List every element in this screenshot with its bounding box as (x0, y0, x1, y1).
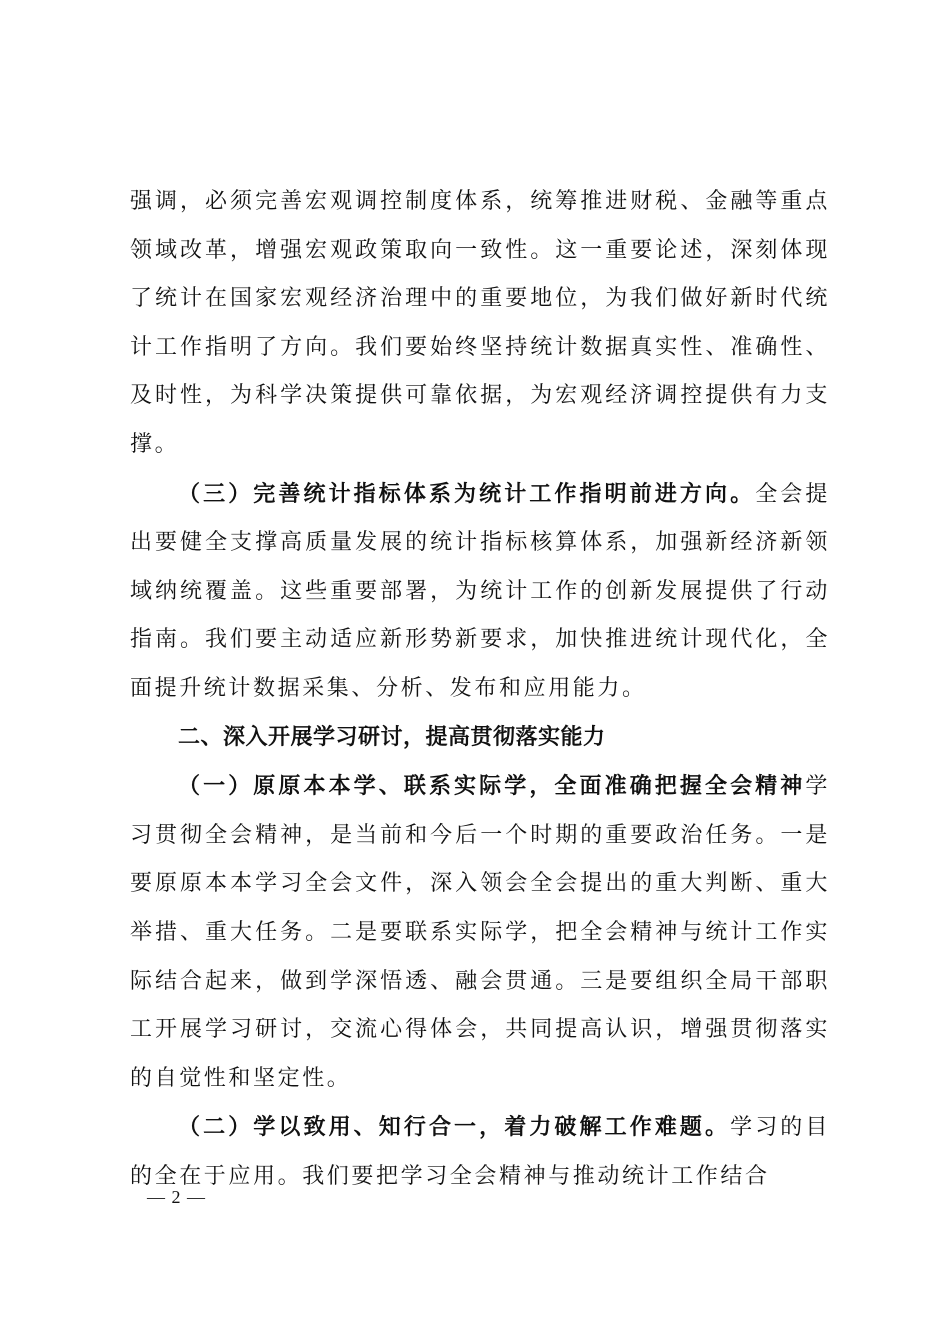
paragraph-study-original (130, 762, 830, 1103)
paragraph-lead: （二）学以致用、知行合一，着力破解工作难题。 (178, 1114, 731, 1141)
paragraph-indicator-system (130, 470, 830, 714)
paragraph-text: 强调，必须完善宏观调控制度体系，统筹推进财税、金融等重点领域改革，增强宏观政策取向一致性。这一重要论述，深刻体现了统计在国家宏观经济治理中的重要地位，为我们做好新时代统计工作指明了方向。我们要始终坚持统计数据真实性、准确性、及时性，为科学决策提供可靠依据，为宏观经济调控提供有力支撑。 (130, 189, 830, 457)
paragraph-macro-control (130, 178, 830, 470)
paragraph-lead: （三）完善统计指标体系为统计工作指明前进方向。 (178, 480, 756, 507)
paragraph-text: 学习贯彻全会精神，是当前和今后一个时期的重要政治任务。一是要原原本本学习全会文件，深入领会全会提出的重大判断、重大举措、重大任务。二是要联系实际学，把全会精神与统计工作实际结合起来，做到学深悟透、融会贯通。三是要组织全局干部职工开展学习研讨，交流心得体会，共同提高认识，增强贯彻落实的自觉性和坚定性。 (130, 774, 830, 1091)
page-number: — 2 — (147, 1187, 206, 1207)
paragraph-apply-learning (130, 1103, 830, 1201)
paragraph-text: 学习的目的全在于应用。我们要把学习全会精神与推动统计工作结合 (130, 1115, 830, 1189)
paragraph-lead: （一）原原本本学、联系实际学，全面准确把握全会精神 (178, 773, 806, 800)
paragraph-text: 全会提出要健全支撑高质量发展的统计指标核算体系，加强新经济新领域纳统覆盖。这些重要部署，为统计工作的创新发展提供了行动指南。我们要主动适应新形势新要求，加快推进统计现代化，全面提升统计数据采集、分析、发布和应用能力。 (130, 481, 830, 701)
document-body (130, 178, 830, 1201)
section-heading-study: 二、深入开展学习研讨，提高贯彻落实能力 (178, 724, 606, 750)
